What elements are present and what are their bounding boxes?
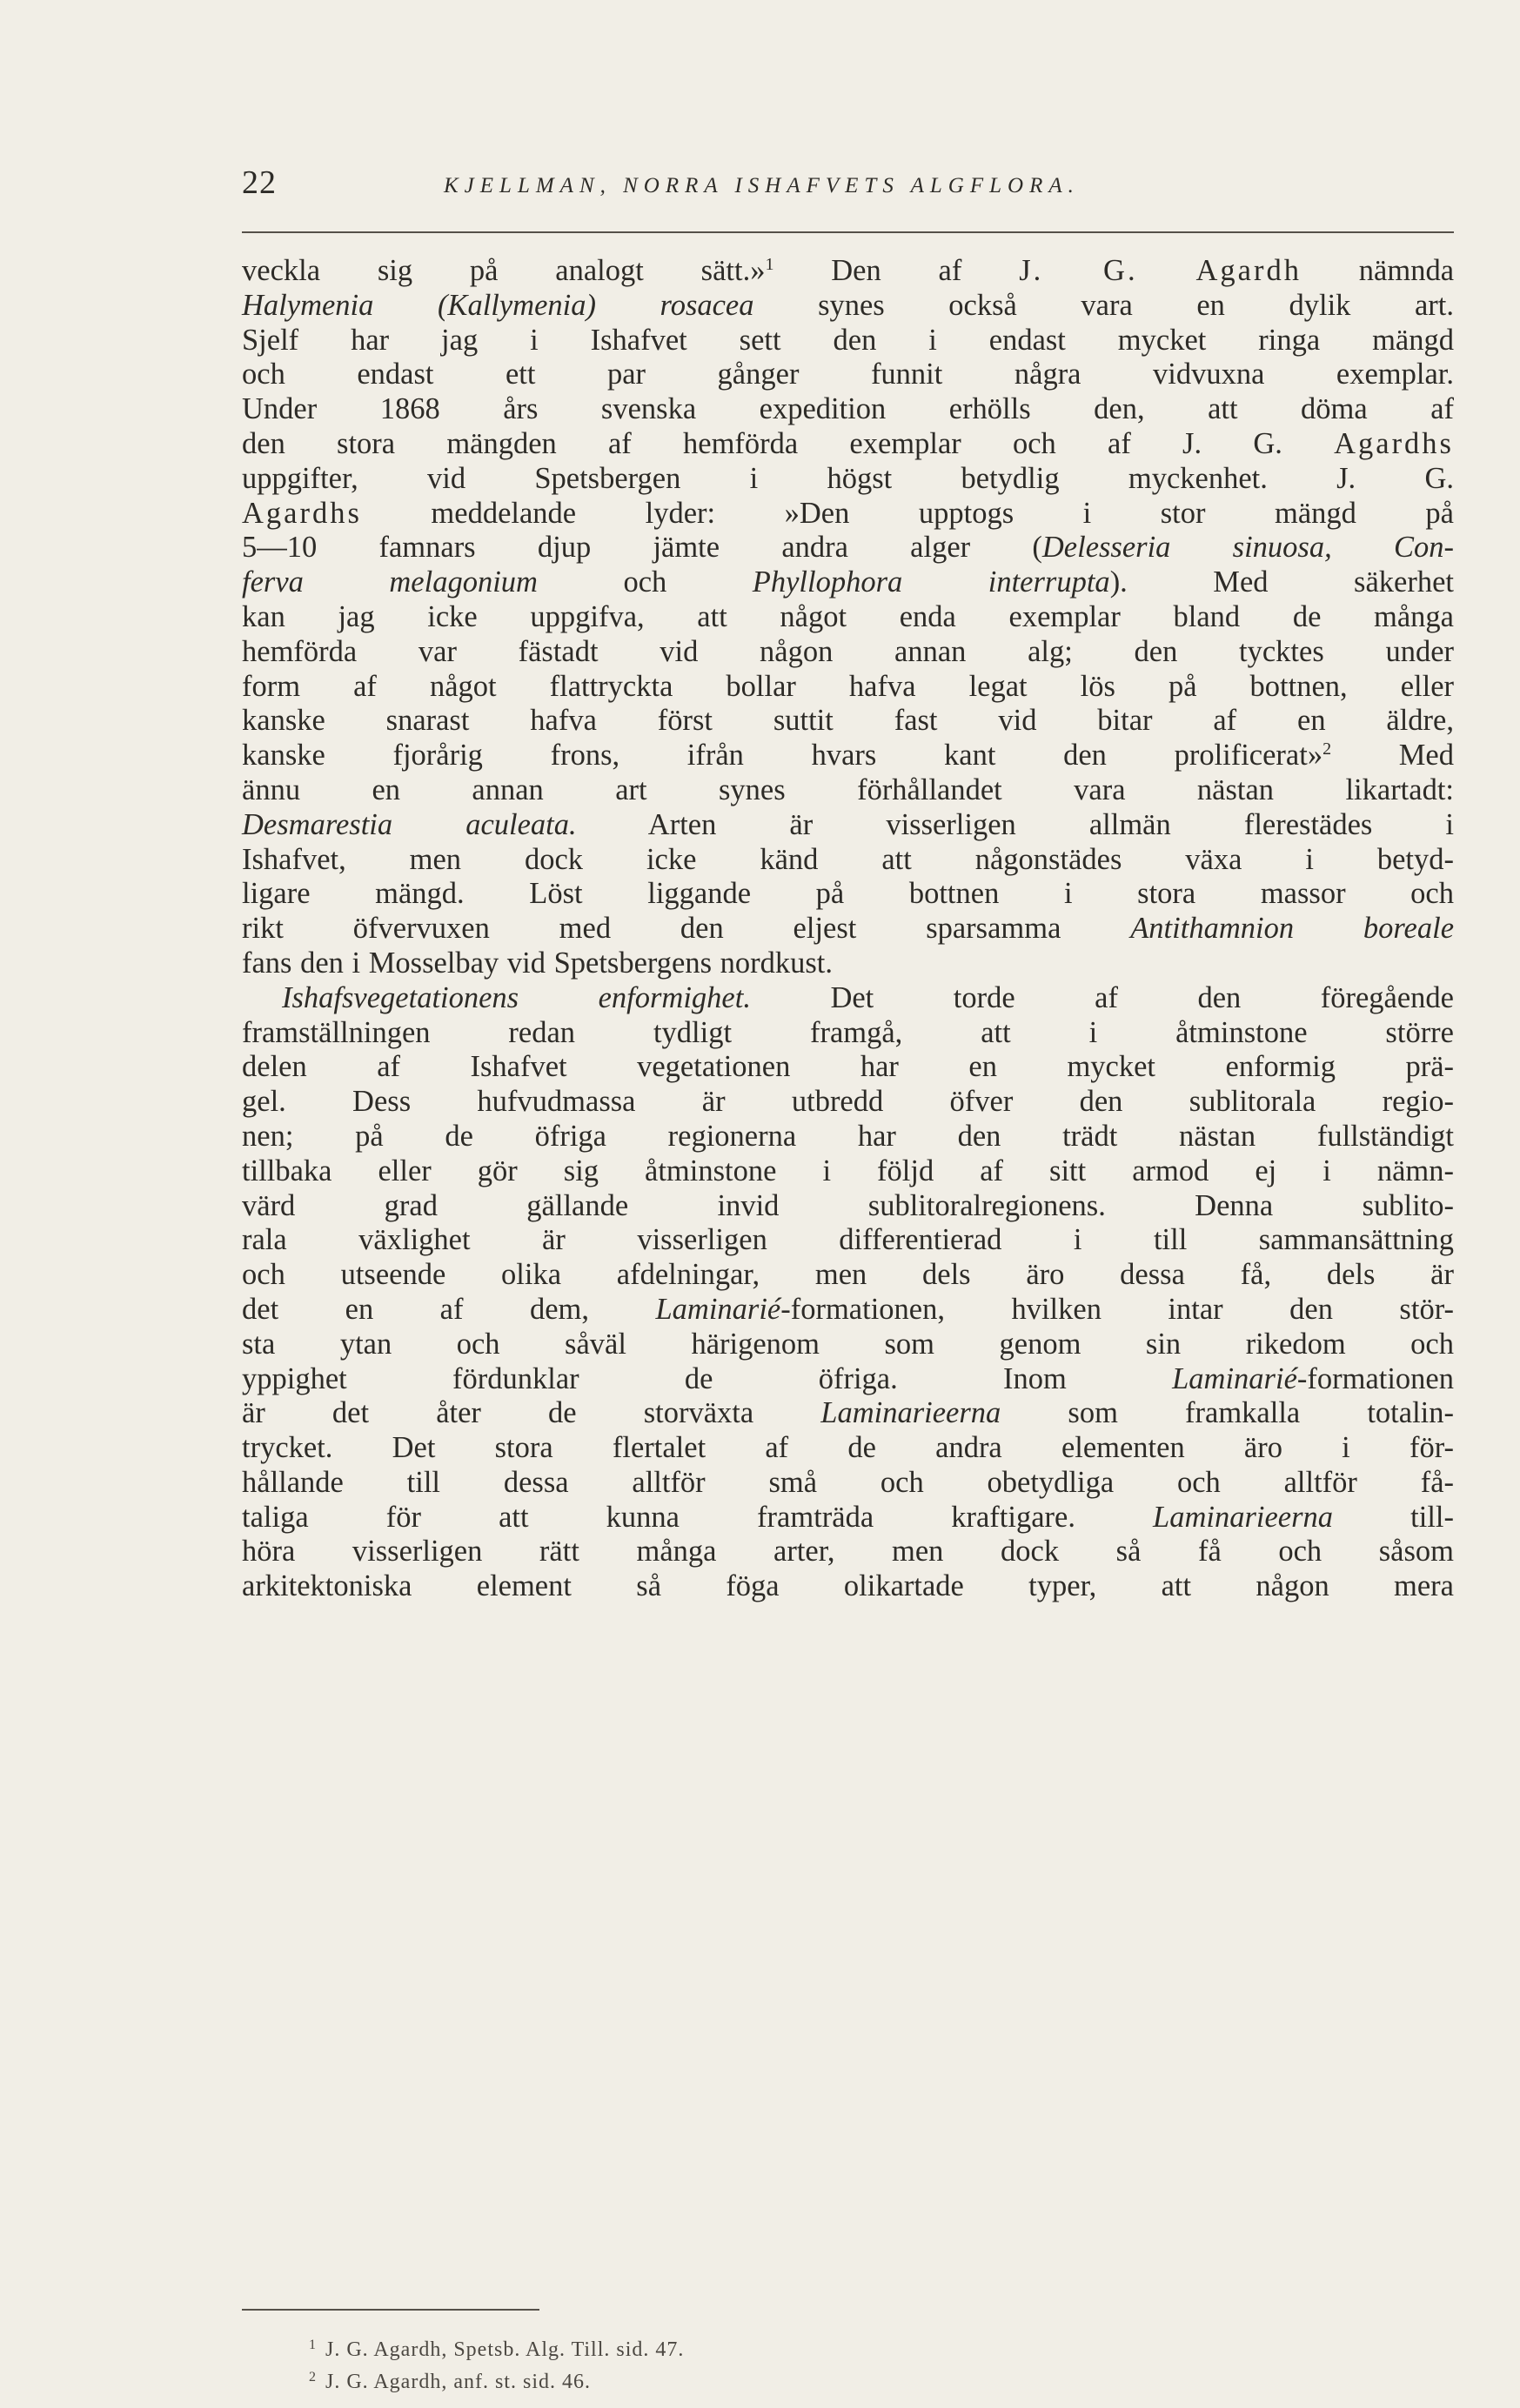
section-lead-line: Ishafsvegetationens enformighet. Det torde af den föregående — [282, 980, 1454, 1014]
text-line: rikt öfvervuxen med den eljest sparsamma Antithamnion boreale — [242, 912, 1455, 946]
text-line: taliga för att kunna framträda kraftigare. Laminarieerna till- — [242, 1500, 1454, 1534]
footnote-rule — [242, 2309, 539, 2311]
section-heading: Ishafsvegetationens enformighet. — [282, 980, 751, 1014]
text-line: nen; på de öfriga regionerna har den trädt nästan fullständigt — [242, 1119, 1454, 1153]
footnote-2 — [309, 2364, 684, 2396]
text-line: ligare mängd. Löst liggande på bottnen i stora massor och — [242, 877, 1454, 911]
footnote-ref-2[interactable]: 2 — [1322, 739, 1332, 759]
footnote-1 — [309, 2331, 684, 2364]
text-line: höra visserligen rätt många arter, men dock så få och såsom — [242, 1535, 1454, 1569]
text-line: Desmarestia aculeata. Arten är visserligen allmän flerestädes i — [242, 807, 1454, 841]
text-line: yppighet fördunklar de öfriga. Inom Laminarié-formationen — [242, 1361, 1454, 1395]
page-number: 22 — [242, 164, 277, 201]
text-line: och endast ett par gånger funnit några vidvuxna exemplar. — [242, 358, 1454, 391]
text-line: Under 1868 års svenska expedition erhölls den, att döma af — [242, 392, 1454, 426]
body-text — [242, 254, 1454, 1604]
text-line: framställningen redan tydligt framgå, att i åtminstone större — [242, 1015, 1454, 1049]
text-line: Sjelf har jag i Ishafvet sett den i endast mycket ringa mängd — [242, 323, 1454, 357]
text-line: tillbaka eller gör sig åtminstone i följd af sitt armod ej i nämn- — [242, 1154, 1454, 1187]
text-line: den stora mängden af hemförda exemplar och af J. G. Agardhs — [242, 426, 1454, 460]
text-line: arkitektoniska element så föga olikartade typer, att någon mera — [242, 1569, 1454, 1603]
footnote-ref-1[interactable]: 1 — [765, 255, 774, 274]
text-line: gel. Dess hufvudmassa är utbredd öfver den sublitorala regio- — [242, 1085, 1454, 1119]
running-head: KJELLMAN, NORRA ISHAFVETS ALGFLORA. — [444, 174, 1080, 197]
text-line: uppgifter, vid Spetsbergen i högst betydlig myckenhet. J. G. — [242, 461, 1454, 495]
text-line: form af något flattryckta bollar hafva legat lös på bottnen, eller — [242, 669, 1454, 703]
text-line: Agardhs meddelande lyder: »Den upptogs i stor mängd på — [242, 496, 1454, 530]
text-line: delen af Ishafvet vegetationen har en mycket enformig prä- — [242, 1050, 1454, 1084]
text-line: kan jag icke uppgifva, att något enda exemplar bland de många — [242, 599, 1454, 633]
text-line: ferva melagonium och Phyllophora interrupta). Med säkerhet — [242, 565, 1454, 599]
text-line: Halymenia (Kallymenia) rosacea synes också vara en dylik art. — [242, 288, 1454, 322]
text-line: fans den i Mosselbay vid Spetsbergens nordkust. — [242, 946, 834, 980]
text-line: rala växlighet är visserligen differentierad i till sammansättning — [242, 1223, 1454, 1257]
text-line: ännu en annan art synes förhållandet vara nästan likartadt: — [242, 773, 1454, 806]
text-line: Ishafvet, men dock icke känd att någonstädes växa i betyd- — [242, 842, 1454, 876]
text-line: värd grad gällande invid sublitoralregionens. Denna sublito- — [242, 1188, 1454, 1222]
page-header — [242, 164, 1453, 207]
text-line: trycket. Det stora flertalet af de andra elementen äro i för- — [242, 1431, 1454, 1465]
text-line: är det åter de storväxta Laminarieerna som framkalla totalin- — [242, 1396, 1454, 1430]
footnote-text: J. G. Agardh, anf. st. sid. 46. — [325, 2371, 591, 2393]
text-line: hållande till dessa alltför små och obetydliga och alltför få- — [242, 1465, 1454, 1499]
text-line: sta ytan och såväl härigenom som genom sin rikedom och — [242, 1327, 1454, 1361]
header-rule — [242, 231, 1454, 233]
text-line: hemförda var fästadt vid någon annan alg; den tycktes under — [242, 634, 1454, 668]
text-line: kanske snarast hafva först suttit fast vid bitar af en äldre, — [242, 704, 1454, 738]
text-line: veckla sig på analogt sätt.»$^1$ Den af J. G. Agardh nämnda — [242, 254, 1455, 287]
text-line: kanske fjorårig frons, ifrån hvars kant den prolificerat»$^2$ Med — [242, 739, 1454, 773]
footnotes — [309, 2331, 684, 2396]
footnote-mark: 2 — [309, 2370, 317, 2385]
footnote-text: J. G. Agardh, Spetsb. Alg. Till. sid. 47. — [325, 2338, 685, 2361]
text-line: det en af dem, Laminarié-formationen, hvilken intar den stör- — [242, 1292, 1454, 1326]
text-line: och utseende olika afdelningar, men dels äro dessa få, dels är — [242, 1258, 1454, 1292]
text-line: 5—10 famnars djup jämte andra alger (Delesseria sinuosa, Con- — [242, 531, 1454, 565]
footnote-mark: 1 — [309, 2338, 317, 2352]
